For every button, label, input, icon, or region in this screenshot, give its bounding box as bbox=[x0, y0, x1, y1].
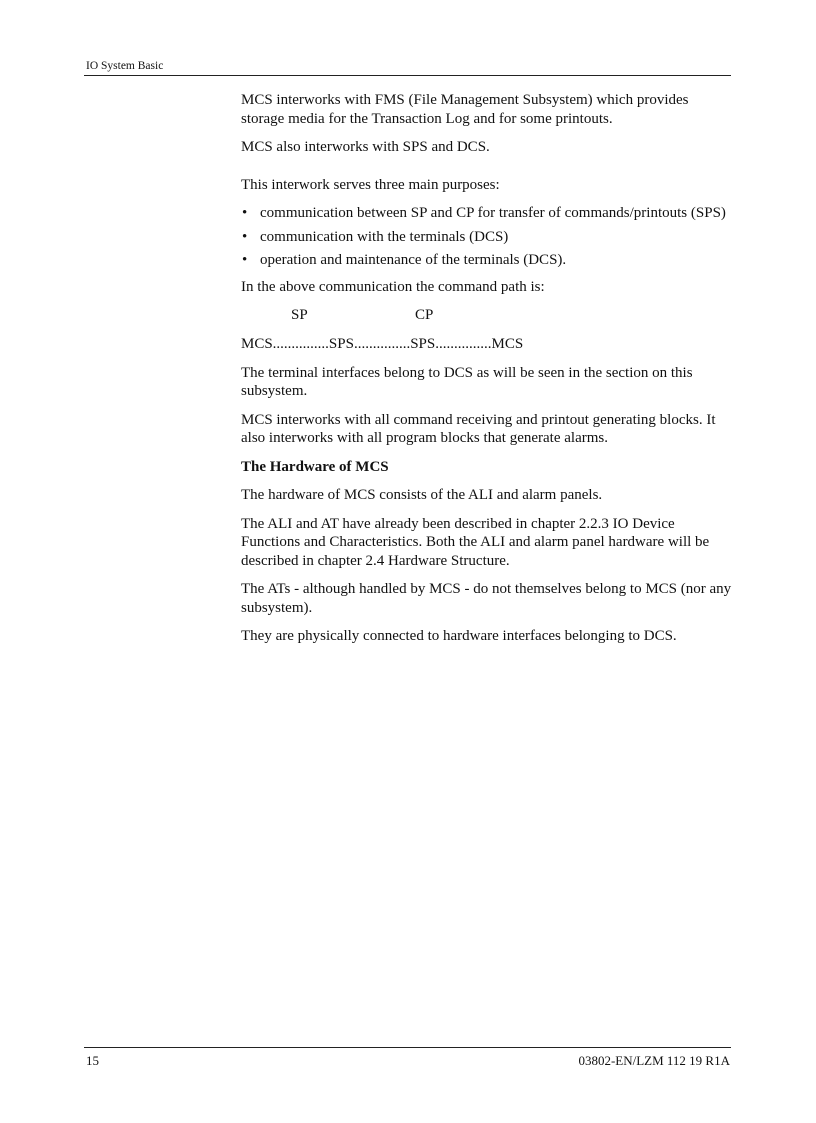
paragraph-sps-dcs: MCS also interworks with SPS and DCS. bbox=[241, 139, 490, 155]
list-item bbox=[241, 251, 733, 270]
paragraph-ats: The ATs - although handled by MCS - do not themselves belong to MCS (nor any subsystem). bbox=[241, 581, 732, 616]
paragraph-physical-connection: They are physically connected to hardware interfaces belonging to DCS. bbox=[241, 628, 677, 644]
document-id: 03802-EN/LZM 112 19 R1A bbox=[578, 1053, 730, 1068]
header-rule bbox=[84, 75, 731, 76]
running-header: IO System Basic bbox=[86, 60, 164, 72]
list-item-text: communication between SP and CP for transfer of commands/printouts (SPS) bbox=[260, 205, 726, 221]
paragraph-terminal-interfaces: The terminal interfaces belong to DCS as will be seen in the section on this subsystem. bbox=[241, 364, 693, 399]
purposes-list bbox=[241, 204, 733, 270]
list-item-text: communication with the terminals (DCS) bbox=[260, 228, 509, 245]
bullet-icon: • bbox=[242, 228, 248, 245]
command-path-line: MCS...............SPS...............SPS...............MCS bbox=[241, 336, 524, 352]
bullet-icon: • bbox=[242, 205, 248, 221]
bullet-icon: • bbox=[242, 252, 248, 268]
list-item-text: operation and maintenance of the terminals (DCS). bbox=[260, 252, 567, 268]
paragraph-purposes: This interwork serves three main purposes: bbox=[241, 176, 500, 193]
page-number: 15 bbox=[86, 1053, 99, 1068]
main-content bbox=[241, 91, 733, 656]
footer-rule bbox=[84, 1047, 731, 1048]
paragraph-hardware: The hardware of MCS consists of the ALI and alarm panels. bbox=[241, 487, 603, 503]
path-label-sp: SP bbox=[291, 307, 308, 323]
list-item bbox=[241, 228, 733, 247]
paragraph-command-path: In the above communication the command path is: bbox=[241, 278, 545, 295]
paragraph-interworks-blocks: MCS interworks with all command receiving and printout generating blocks. It also interworks with all program blocks that generate alarms. bbox=[241, 411, 716, 446]
list-item bbox=[241, 204, 733, 223]
path-labels bbox=[241, 306, 733, 325]
paragraph-ali-at: The ALI and AT have already been described in chapter 2.2.3 IO Device Functions and Characteristics. Both the ALI and alarm panel hardware will be described in chapter 2.4 Hardware Structure. bbox=[241, 515, 710, 569]
path-label-cp: CP bbox=[415, 307, 434, 323]
paragraph-fms: MCS interworks with FMS (File Management Subsystem) which provides storage media for the Transaction Log and for some printouts. bbox=[241, 92, 689, 127]
section-heading: The Hardware of MCS bbox=[241, 458, 389, 475]
